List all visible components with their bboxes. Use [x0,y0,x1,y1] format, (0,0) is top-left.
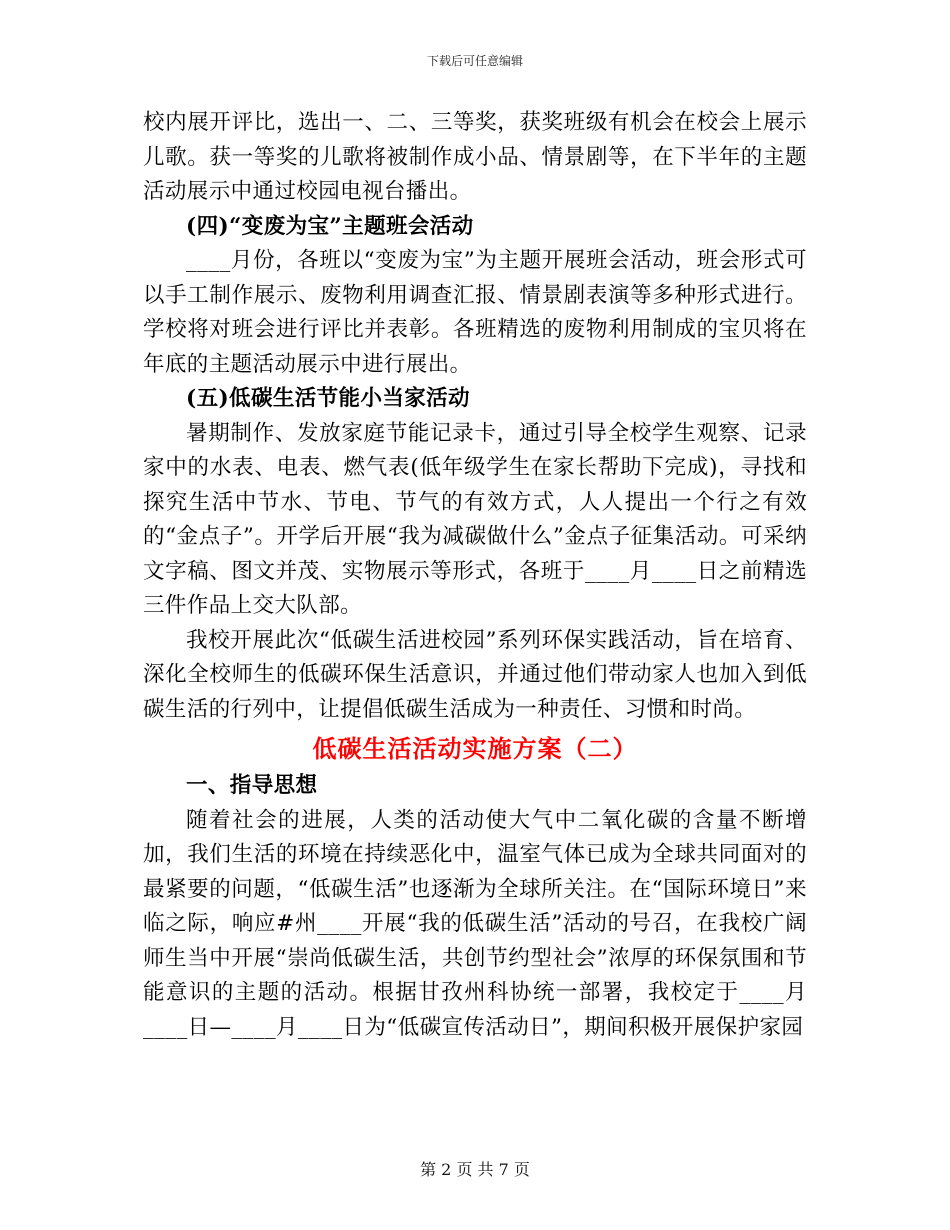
paragraph-guidance: 随着社会的进展，人类的活动使大气中二氧化碳的含量不断增加，我们生活的环境在持续恶化中，温室气体已成为全球共同面对的最紧要的问题，“低碳生活”也逐渐为全球所关注。在“国际环境日”来临之际，响应#州____开展“我的低碳生活”活动的号召，在我校广阔师生当中开展“崇尚低碳生活，共创节约型社会”浓厚的环保氛围和节能意识的主题的活动。根据甘孜州科协统一部署，我校定于____月____日—____月____日为“低碳宣传活动日”，期间积极开展保护家园 [143,807,807,1040]
page-header-note: 下载后可任意编辑 [426,54,523,68]
heading-section-5: (五)低碳生活节能小当家活动 [186,386,470,411]
paragraph-section-5: 暑期制作、发放家庭节能记录卡，通过引导全校学生观察、记录家中的水表、电表、燃气表(低年级学生在家长帮助下完成)，寻找和探究生活中节水、节电、节气的有效方式，人人提出一个行之有效的“金点子”。开学后开展“我为减碳做什么”金点子征集活动。可采纳文字稿、图文并茂、实物展示等形式，各班于____月____日之前精选三件作品上交大队部。 [143,420,807,618]
page-footer-number: 第 2 页 共 7 页 [420,1160,530,1179]
paragraph-summary: 我校开展此次“低碳生活进校园”系列环保实践活动，旨在培育、深化全校师生的低碳环保生活意识，并通过他们带动家人也加入到低碳生活的行列中，让提倡低碳生活成为一种责任、习惯和时尚。 [143,627,807,722]
heading-section-4: (四)“变废为宝”主题班会活动 [186,213,474,239]
section-title: 低碳生活活动实施方案（二） [312,734,638,763]
heading-guidance: 一、指导思想 [186,773,318,798]
document-body [143,106,807,1045]
paragraph-continued: 校内展开评比，选出一、二、三等奖，获奖班级有机会在校会上展示儿歌。获一等奖的儿歌将被制作成小品、情景剧等，在下半年的主题活动展示中通过校园电视台播出。 [143,110,807,204]
paragraph-section-4: ____月份，各班以“变废为宝”为主题开展班会活动，班会形式可以手工制作展示、废物利用调查汇报、情景剧表演等多种形式进行。学校将对班会进行评比并表彰。各班精选的废物利用制成的宝贝将在年底的主题活动展示中进行展出。 [143,248,807,377]
